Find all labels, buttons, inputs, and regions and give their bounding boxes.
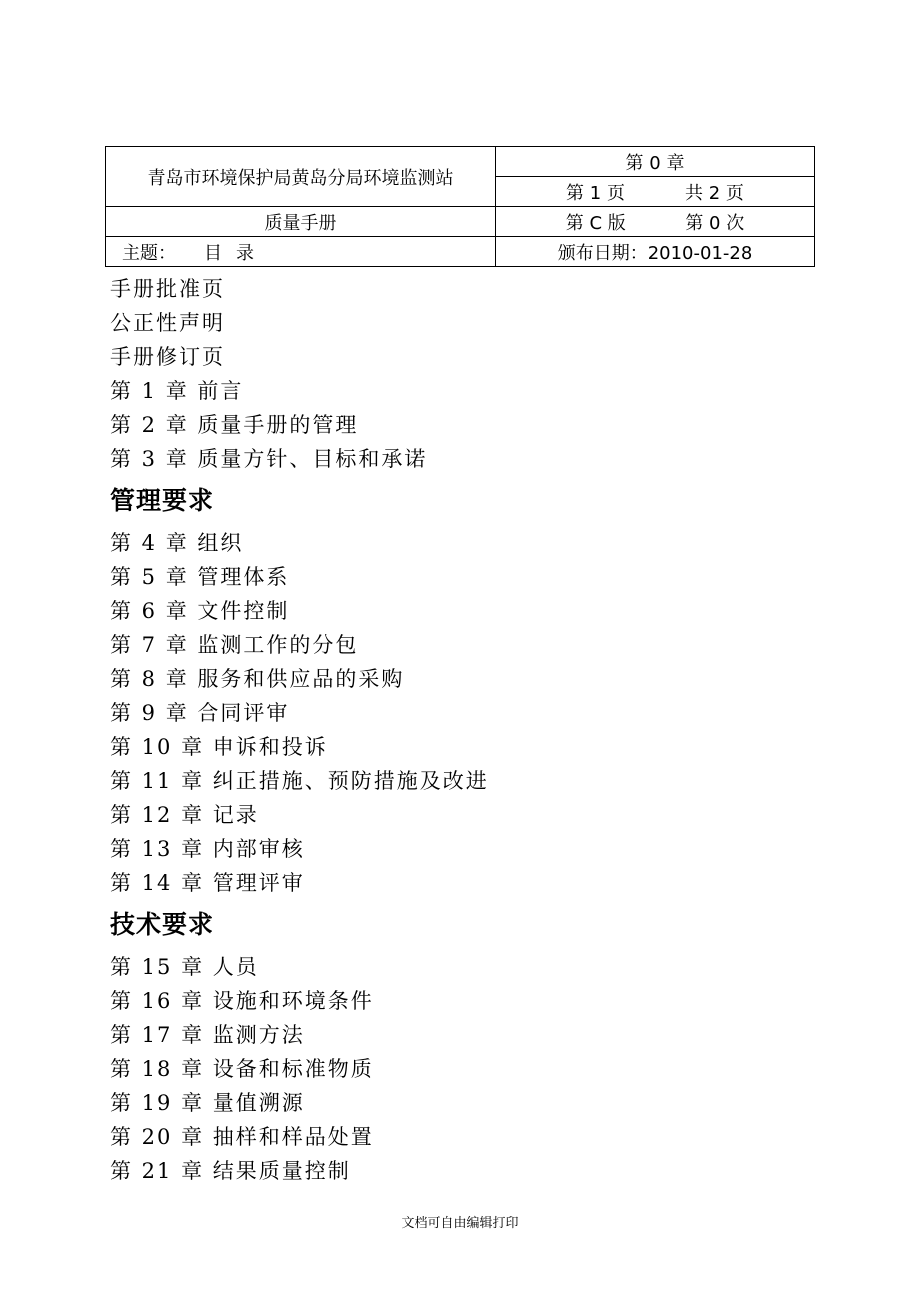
document-header-table — [105, 146, 815, 267]
section-heading-management: 管理要求 — [110, 486, 215, 515]
toc-item[interactable]: 第 3 章 质量方针、目标和承诺 — [110, 447, 428, 471]
page-info — [496, 177, 815, 207]
toc-item[interactable]: 第 12 章 记录 — [110, 803, 259, 827]
toc-item[interactable]: 第 7 章 监测工作的分包 — [110, 633, 359, 657]
toc-item[interactable]: 第 15 章 人员 — [110, 955, 259, 979]
edition-info — [496, 207, 815, 237]
page-number: 第 1 页 — [566, 182, 625, 204]
toc-item[interactable]: 第 11 章 纠正措施、预防措施及改进 — [110, 769, 489, 793]
organization-name: 青岛市环境保护局黄岛分局环境监测站 — [106, 147, 496, 207]
revision: 第 0 次 — [685, 212, 745, 234]
toc-item[interactable]: 第 14 章 管理评审 — [110, 871, 305, 895]
toc-item[interactable]: 第 16 章 设施和环境条件 — [110, 989, 374, 1013]
edition: 第 C 版 — [565, 212, 626, 234]
topic-cell — [106, 237, 496, 267]
toc-item[interactable]: 第 1 章 前言 — [110, 379, 244, 403]
topic-label: 主题： — [122, 242, 176, 264]
toc-item[interactable]: 手册批准页 — [110, 277, 225, 301]
toc-item[interactable]: 公正性声明 — [110, 311, 225, 335]
toc-item[interactable]: 第 8 章 服务和供应品的采购 — [110, 667, 405, 691]
toc-item[interactable]: 第 19 章 量值溯源 — [110, 1091, 305, 1115]
toc-item[interactable]: 第 2 章 质量手册的管理 — [110, 413, 359, 437]
page-total: 共 2 页 — [685, 182, 744, 204]
toc-item[interactable]: 第 21 章 结果质量控制 — [110, 1159, 351, 1183]
table-of-contents — [110, 272, 810, 1188]
toc-item[interactable]: 第 20 章 抽样和样品处置 — [110, 1125, 374, 1149]
page-footer: 文档可自由编辑打印 — [401, 1216, 519, 1231]
toc-item[interactable]: 第 17 章 监测方法 — [110, 1023, 305, 1047]
document-title: 质量手册 — [106, 207, 496, 237]
toc-item[interactable]: 第 18 章 设备和标准物质 — [110, 1057, 374, 1081]
toc-item[interactable]: 第 9 章 合同评审 — [110, 701, 290, 725]
toc-item[interactable]: 第 6 章 文件控制 — [110, 599, 290, 623]
toc-item[interactable]: 第 5 章 管理体系 — [110, 565, 290, 589]
chapter-number: 第 0 章 — [496, 147, 815, 177]
issue-date: 颁布日期：2010-01-28 — [496, 237, 815, 267]
section-heading-technical: 技术要求 — [110, 910, 215, 939]
toc-item[interactable]: 第 4 章 组织 — [110, 531, 244, 555]
toc-item[interactable]: 手册修订页 — [110, 345, 225, 369]
topic-value: 目录 — [204, 242, 268, 264]
toc-item[interactable]: 第 13 章 内部审核 — [110, 837, 305, 861]
toc-item[interactable]: 第 10 章 申诉和投诉 — [110, 735, 328, 759]
